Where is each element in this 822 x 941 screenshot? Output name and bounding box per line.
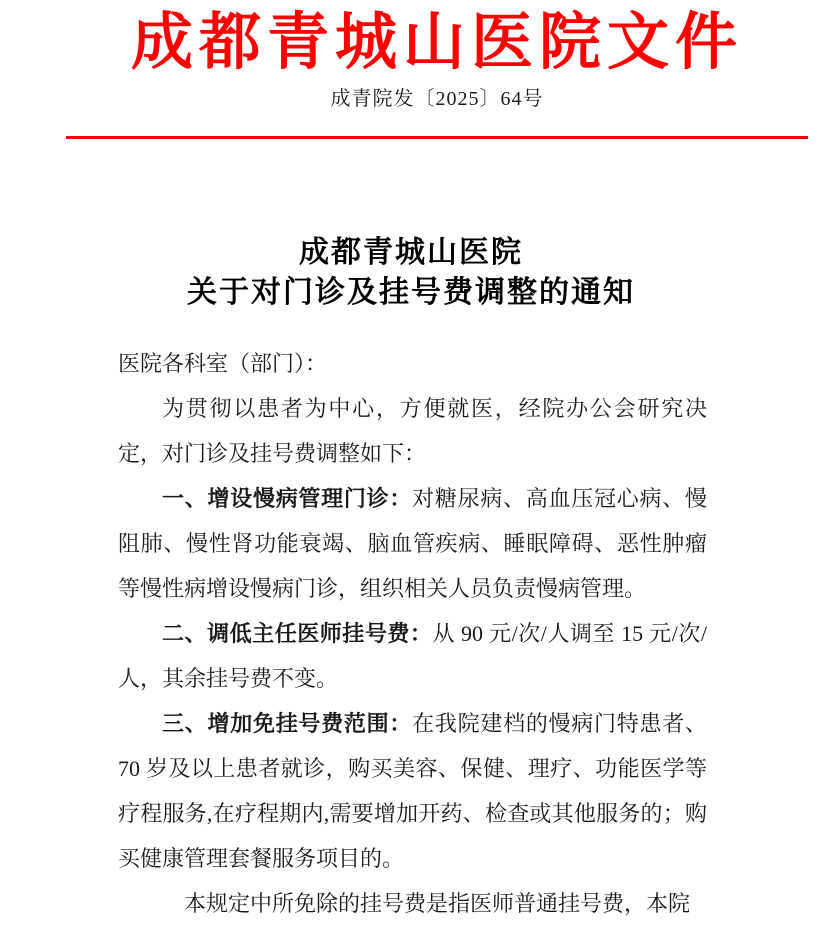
org-title: 成都青城山医院文件 bbox=[130, 9, 743, 77]
item-1-text: 对糖尿病、高血压冠心病、慢阻肺、慢性肾功能衰竭、脑血管疾病、睡眠障碍、恶性肿瘤等慢性病增设慢病门诊，组织相关人员负责慢病管理。 bbox=[118, 486, 707, 601]
salutation: 医院各科室（部门）： bbox=[118, 351, 328, 376]
document-title-line1: 成都青城山医院 bbox=[299, 236, 523, 269]
document-body bbox=[118, 341, 707, 926]
item-1-lead: 一、增设慢病管理门诊： bbox=[162, 486, 413, 511]
doc-number: 成青院发〔2025〕64号 bbox=[330, 88, 544, 110]
item-2-lead: 二、调低主任医师挂号费： bbox=[162, 621, 433, 646]
item-paragraph-2 bbox=[118, 611, 707, 701]
item-paragraph-1 bbox=[118, 476, 707, 611]
red-divider-line bbox=[66, 136, 808, 139]
letterhead bbox=[66, 0, 808, 139]
item-paragraph-3 bbox=[118, 701, 707, 881]
closing-paragraph-partial: 本规定中所免除的挂号费是指医师普通挂号费，本院 bbox=[184, 891, 691, 916]
item-2-text: 从 90 元/次/人调至 15 元/次/人，其余挂号费不变。 bbox=[118, 621, 707, 691]
intro-paragraph: 为贯彻以患者为中心，方便就医，经院办公会研究决定，对门诊及挂号费调整如下： bbox=[118, 396, 707, 466]
item-3-lead: 三、增加免挂号费范围： bbox=[162, 711, 413, 736]
document-title bbox=[0, 233, 822, 313]
document-title-line2: 关于对门诊及挂号费调整的通知 bbox=[187, 276, 635, 309]
item-3-text: 在我院建档的慢病门特患者、70 岁及以上患者就诊，购买美容、保健、理疗、功能医学等疗程服务,在疗程期内,需要增加开药、检查或其他服务的；购买健康管理套餐服务项目的。 bbox=[118, 711, 707, 871]
